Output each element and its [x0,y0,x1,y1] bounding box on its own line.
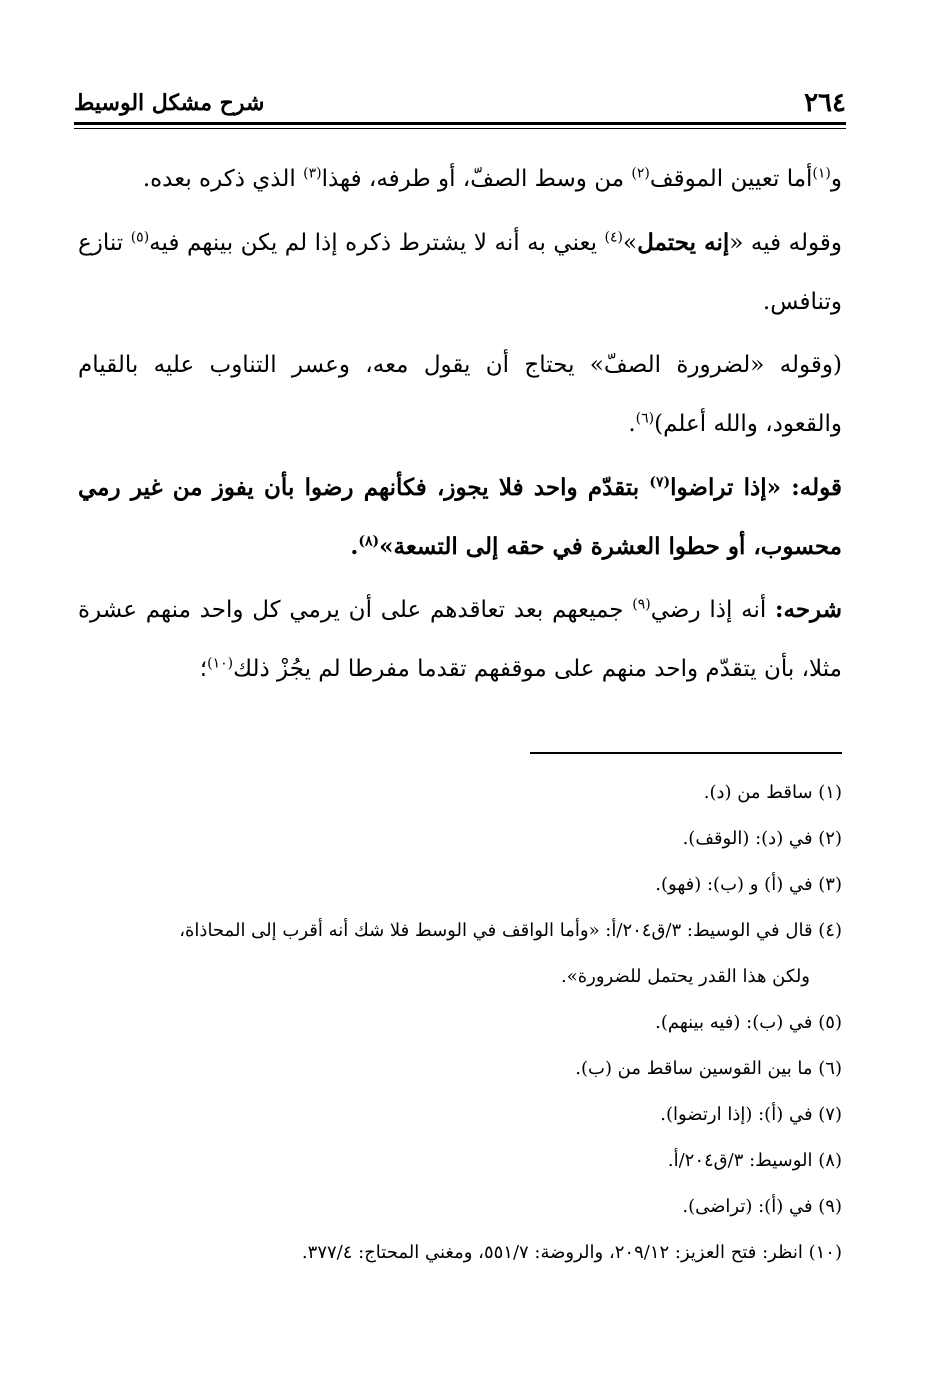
text-run: و [830,166,842,192]
running-title: شرح مشكل الوسيط [74,90,265,116]
footnote-ref-7: (٧) [649,474,671,491]
paragraph-1 [78,150,842,209]
text-run: جميعهم بعد تعاقدهم على أن يرمي كل واحد منهم عشرة مثلا، بأن يتقدّم واحد منهم على موقفهم تقدما مفرطا لم يجُزْ ذلك [78,597,842,682]
footnote-ref-1: (١) [812,165,831,182]
header-rule-thin [74,128,846,129]
sharh-label: شرحه: [775,596,843,623]
text-run: . [628,411,636,437]
footnote-ref-10: (١٠) [207,655,234,672]
quoted-phrase: إنه يحتمل [637,229,730,256]
footnote-7: (٧) في (أ): (إذا ارتضوا). [660,1104,842,1125]
paragraph-4-matn [78,458,842,576]
text-run: (وقوله «لضرورة الصفّ» يحتاج أن يقول معه، وعسر التناوب عليه بالقيام والقعود، والله أعلم) [78,352,842,437]
footnote-ref-4: (٤) [604,229,623,246]
text-run: ؛ [199,656,208,682]
footnote-ref-9: (٩) [632,596,651,613]
page-number: ٢٦٤ [804,88,846,118]
footnotes [78,770,842,1276]
text-run: » [622,230,638,256]
text-run: . [350,533,359,560]
footnote-5: (٥) في (ب): (فيه بينهم). [655,1012,842,1033]
text-run: أما تعيين الموقف [649,166,813,192]
footnote-4-continuation: ولكن هذا القدر يحتمل للضرورة». [560,966,810,987]
footnote-ref-5: (٥) [130,229,150,246]
page-header [74,86,846,120]
footnote-3: (٣) في (أ) و (ب): (فهو). [655,874,842,895]
footnote-ref-2: (٢) [631,165,650,182]
paragraph-2 [78,213,842,332]
footnote-6: (٦) ما بين القوسين ساقط من (ب). [575,1058,842,1079]
footnote-separator [530,752,842,754]
footnote-2: (٢) في (د): (الوقف). [682,828,842,849]
footnote-ref-8: (٨) [358,533,380,550]
footnote-1: (١) ساقط من (د). [703,782,842,803]
text-run: قوله: «إذا تراضوا [670,474,842,501]
footnote-8: (٨) الوسيط: ٣/ق٢٠٤/أ. [667,1150,842,1171]
footnote-ref-6: (٦) [635,410,655,427]
footnote-ref-3: (٣) [303,165,322,182]
text-run: الذي ذكره بعده. [142,166,304,192]
text-run: وقوله فيه « [729,230,842,256]
header-rule-thick [74,122,846,125]
footnote-4: (٤) قال في الوسيط: ٣/ق٢٠٤/أ: «وأما الواقف في الوسط فلا شك أنه أقرب إلى المحاذاة، [179,920,842,941]
text-run: من وسط الصفّ، أو طرفه، فهذا [321,166,632,192]
text-run: تنازع وتنافس. [78,230,842,315]
paragraph-5-sharh [78,580,842,699]
paragraph-3 [78,336,842,454]
main-text [78,150,842,703]
footnote-10: (١٠) انظر: فتح العزيز: ٢٠٩/١٢، والروضة: ٥٥١/٧، ومغني المحتاج: ٣٧٧/٤. [301,1242,842,1263]
text-run: أنه إذا رضي [650,597,775,623]
footnote-9: (٩) في (أ): (تراضى). [682,1196,842,1217]
text-run: بتقدّم واحد فلا يجوز، فكأنهم رضوا بأن يفوز من غير رمي محسوب، أو حطوا العشرة في حقه إلى التسعة» [78,474,842,560]
text-run: يعني به أنه لا يشترط ذكره إذا لم يكن بينهم فيه [149,230,605,256]
